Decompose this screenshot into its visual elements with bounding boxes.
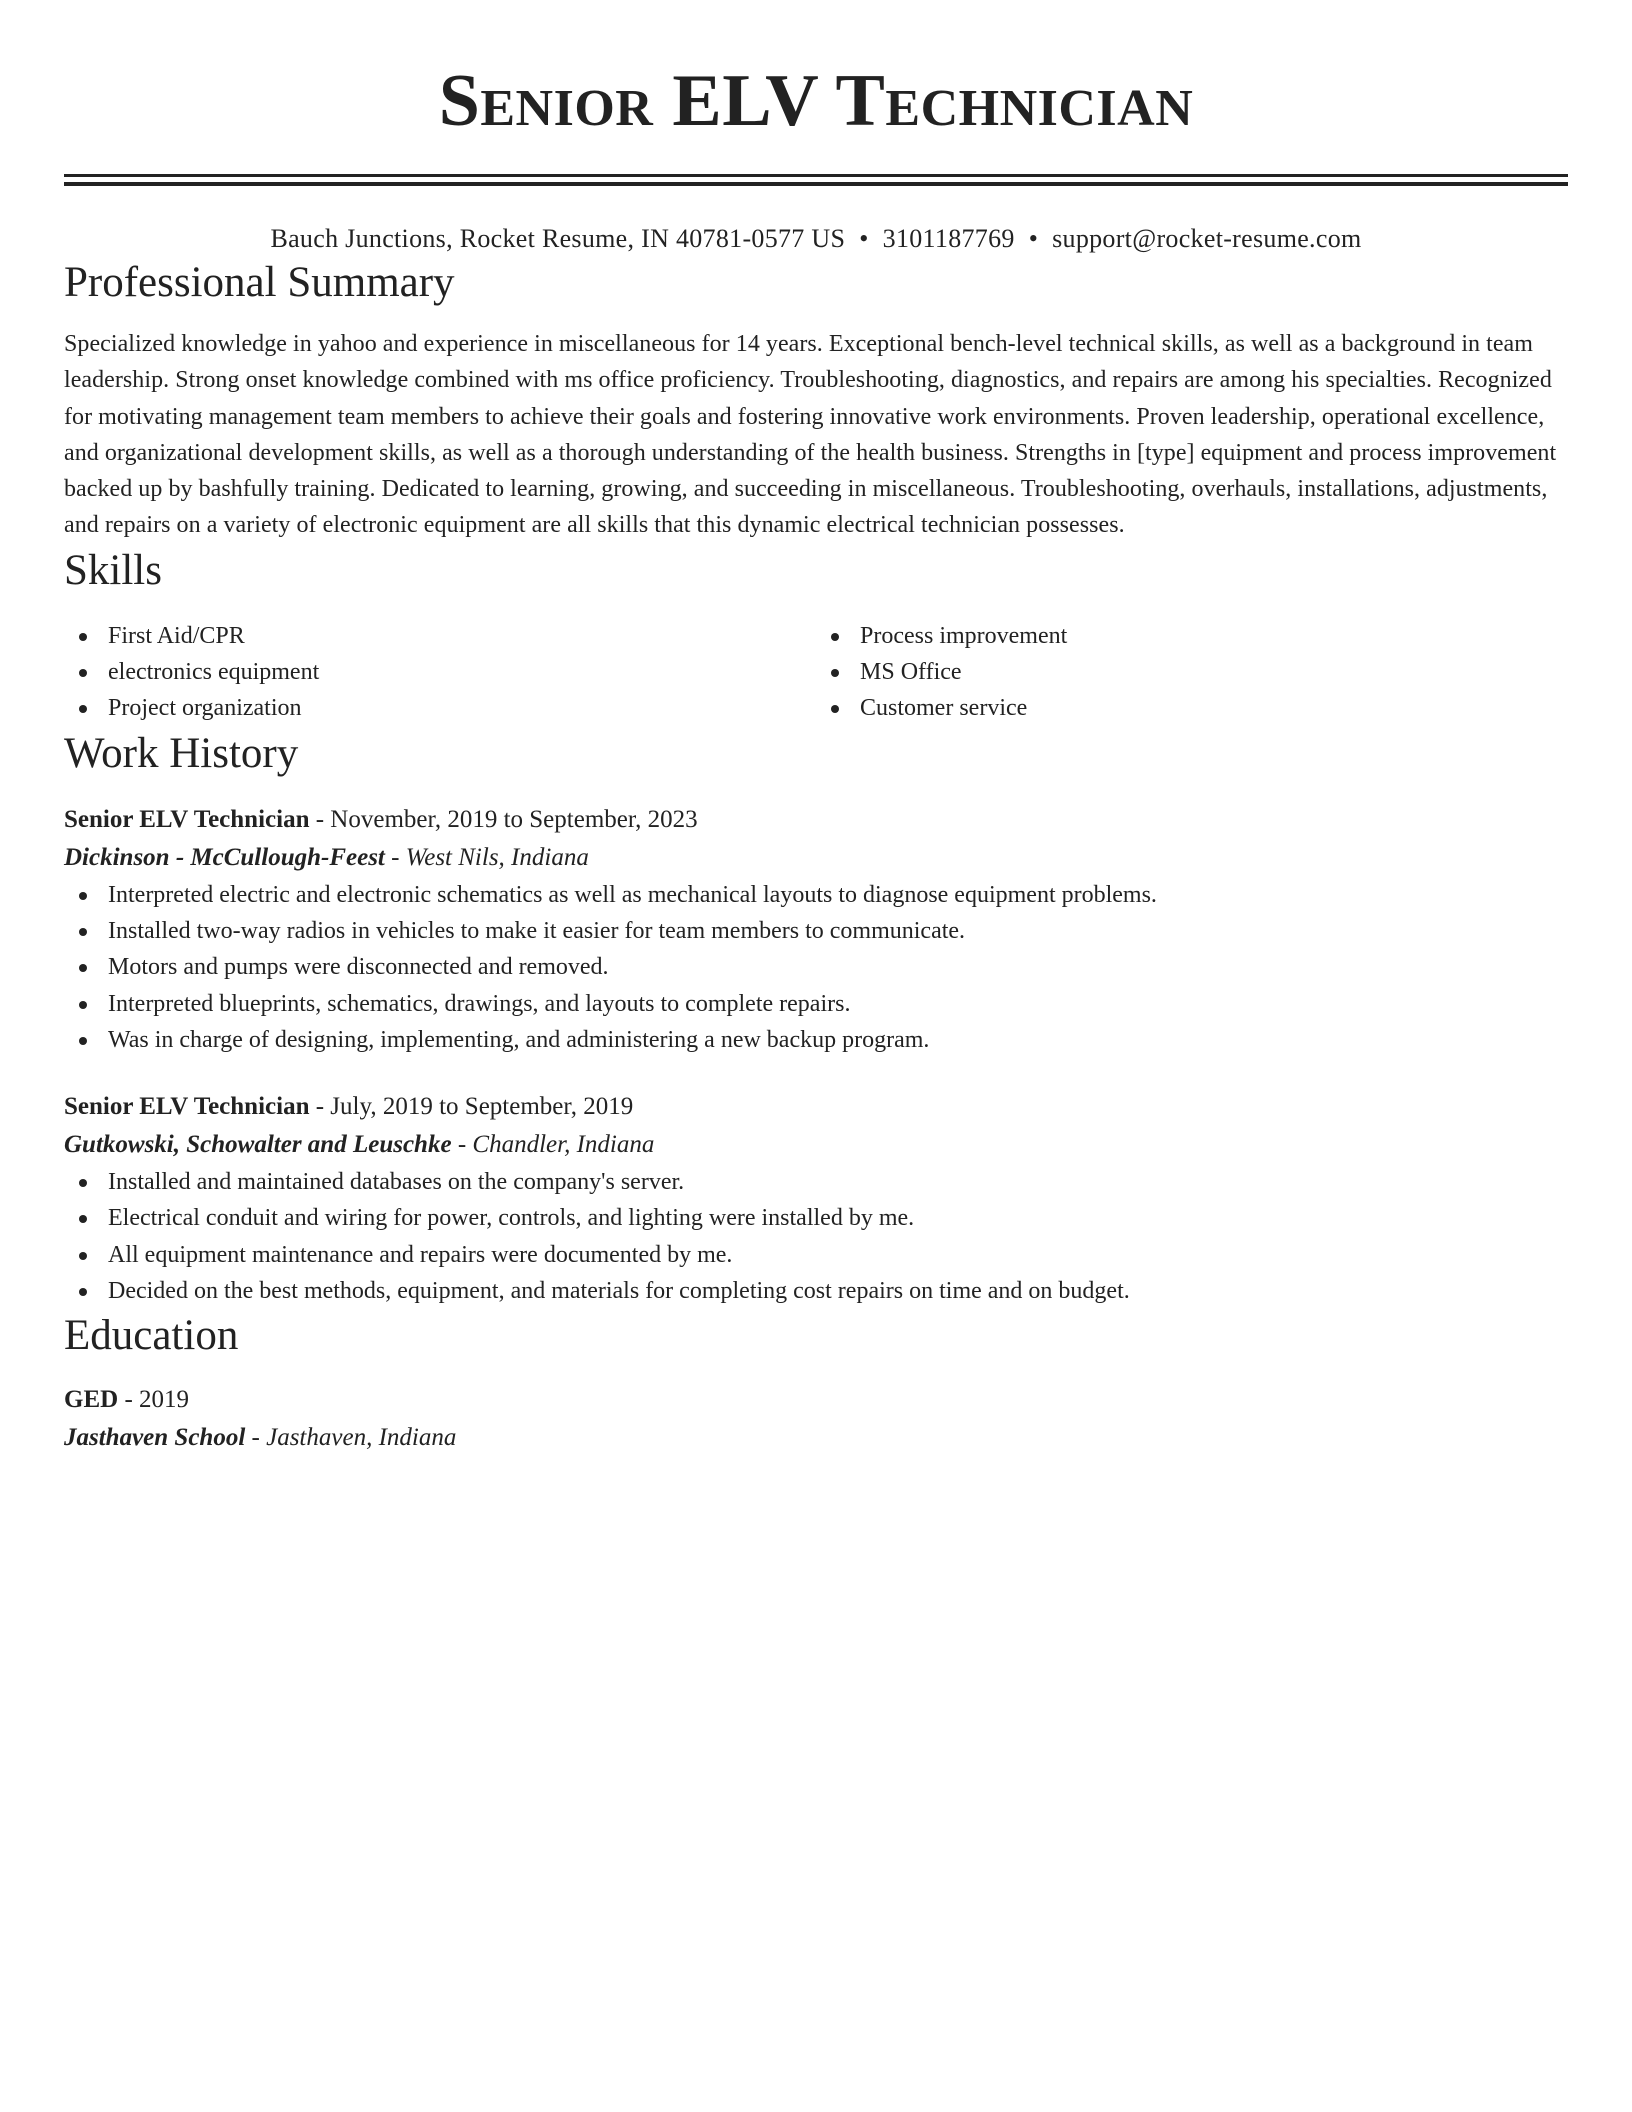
title-divider-top bbox=[64, 174, 1568, 177]
skill-item bbox=[64, 654, 816, 690]
bullet-icon bbox=[79, 1179, 87, 1187]
job-duty-text: Interpreted blueprints, schematics, drawings, and layouts to complete repairs. bbox=[108, 990, 851, 1017]
contact-phone: 3101187769 bbox=[882, 224, 1015, 253]
summary-heading: Professional Summary bbox=[64, 259, 455, 306]
resume-title: Senior ELV Technician bbox=[438, 60, 1194, 142]
job-dates: - July, 2019 to September, 2019 bbox=[309, 1093, 634, 1121]
job-duty-item bbox=[64, 1164, 1568, 1200]
skill-item bbox=[64, 690, 816, 726]
bullet-icon bbox=[79, 1001, 87, 1009]
bullet-icon bbox=[79, 669, 87, 677]
skills-right-list bbox=[816, 618, 1568, 727]
contact-email: support@rocket-resume.com bbox=[1052, 224, 1362, 253]
job-duty-text: Installed and maintained databases on the company's server. bbox=[108, 1169, 685, 1196]
job-title-line bbox=[64, 1088, 1568, 1126]
skills-heading: Skills bbox=[64, 546, 162, 594]
contact-separator: • bbox=[1028, 224, 1039, 253]
skill-label: First Aid/CPR bbox=[108, 622, 245, 649]
bullet-icon bbox=[831, 669, 839, 677]
bullet-icon bbox=[79, 1037, 87, 1045]
job-duty-text: Decided on the best methods, equipment, and materials for completing cost repairs on time and on budget. bbox=[108, 1278, 1130, 1305]
education-school-line bbox=[64, 1419, 1568, 1457]
education-degree: GED bbox=[64, 1386, 119, 1414]
skill-label: MS Office bbox=[860, 659, 962, 686]
skill-item bbox=[816, 618, 1568, 654]
job-duty-text: Installed two-way radios in vehicles to make it easier for team members to communicate. bbox=[108, 917, 966, 944]
bullet-icon bbox=[79, 705, 87, 713]
contact-address: Bauch Junctions, Rocket Resume, IN 40781-0577 US bbox=[270, 224, 846, 253]
education-location: - Jasthaven, Indiana bbox=[245, 1424, 457, 1452]
bullet-icon bbox=[831, 633, 839, 641]
job-duty-text: Motors and pumps were disconnected and removed. bbox=[108, 954, 609, 981]
education-school: Jasthaven School bbox=[64, 1424, 246, 1452]
title-divider-bottom bbox=[64, 182, 1568, 186]
skill-item bbox=[64, 618, 816, 654]
job-duty-item bbox=[64, 1022, 1568, 1058]
skill-label: Process improvement bbox=[860, 622, 1068, 649]
job-duties-list bbox=[64, 1164, 1568, 1309]
bullet-icon bbox=[79, 1252, 87, 1260]
job-company-line bbox=[64, 839, 1568, 877]
job-title: Senior ELV Technician bbox=[64, 805, 310, 833]
skill-item bbox=[816, 654, 1568, 690]
job-duties-list bbox=[64, 877, 1568, 1058]
job-duty-item bbox=[64, 949, 1568, 985]
job-duty-text: Interpreted electric and electronic schematics as well as mechanical layouts to diagnose equipment problems. bbox=[108, 881, 1157, 908]
education-entry bbox=[64, 1381, 1568, 1457]
job-location: - West Nils, Indiana bbox=[384, 843, 589, 871]
job-duty-item bbox=[64, 1273, 1568, 1309]
job-company-line bbox=[64, 1126, 1568, 1164]
bullet-icon bbox=[79, 892, 87, 900]
skill-label: Customer service bbox=[860, 695, 1028, 722]
skill-label: electronics equipment bbox=[108, 659, 320, 686]
skill-label: Project organization bbox=[108, 695, 302, 722]
job-duty-item bbox=[64, 877, 1568, 913]
contact-line bbox=[64, 222, 1568, 256]
job-company: Gutkowski, Schowalter and Leuschke bbox=[64, 1131, 452, 1159]
contact-separator: • bbox=[859, 224, 869, 253]
job-title: Senior ELV Technician bbox=[64, 1093, 310, 1121]
job-duty-item bbox=[64, 913, 1568, 949]
job-duty-item bbox=[64, 986, 1568, 1022]
education-heading: Education bbox=[64, 1312, 239, 1360]
bullet-icon bbox=[79, 964, 87, 972]
summary-text: Specialized knowledge in yahoo and experience in miscellaneous for 14 years. Exceptional bench-level technical skills, as well as a background in team leadership. Strong onset knowledge combined with ms office proficiency. Troubleshooting, diagnostics, and repairs are among his specialties. Recognized for motivating management team members to achieve their goals and fostering innovative work environments. Proven leadership, operational excellence, and organizational development skills, as well as a thorough understanding of the health business. Strengths in [type] equipment and process improvement backed up by bashfully training. Dedicated to learning, growing, and succeeding in miscellaneous. Troubleshooting, overhauls, installations, adjustments, and repairs on a variety of electronic equipment are all skills that this dynamic electrical technician possesses. bbox=[64, 331, 1557, 539]
job-entry bbox=[64, 801, 1568, 1058]
job-duty-text: All equipment maintenance and repairs were documented by me. bbox=[108, 1241, 733, 1268]
education-degree-line bbox=[64, 1381, 1568, 1419]
skills-columns bbox=[64, 618, 1568, 727]
job-duty-text: Electrical conduit and wiring for power, controls, and lighting were installed by me. bbox=[108, 1205, 915, 1232]
job-company: Dickinson - McCullough-Feest bbox=[64, 843, 385, 871]
education-year: - 2019 bbox=[118, 1386, 190, 1414]
skills-left-list bbox=[64, 618, 816, 727]
bullet-icon bbox=[79, 633, 87, 641]
job-entry bbox=[64, 1088, 1568, 1309]
bullet-icon bbox=[831, 705, 839, 713]
job-duty-item bbox=[64, 1237, 1568, 1273]
bullet-icon bbox=[79, 1215, 87, 1223]
work-history-heading: Work History bbox=[64, 729, 299, 777]
job-dates: - November, 2019 to September, 2023 bbox=[309, 805, 698, 833]
job-duty-item bbox=[64, 1200, 1568, 1236]
job-title-line bbox=[64, 801, 1568, 839]
bullet-icon bbox=[79, 1288, 87, 1296]
job-location: - Chandler, Indiana bbox=[451, 1131, 655, 1159]
job-duty-text: Was in charge of designing, implementing, and administering a new backup program. bbox=[108, 1026, 930, 1053]
bullet-icon bbox=[79, 928, 87, 936]
skill-item bbox=[816, 690, 1568, 726]
